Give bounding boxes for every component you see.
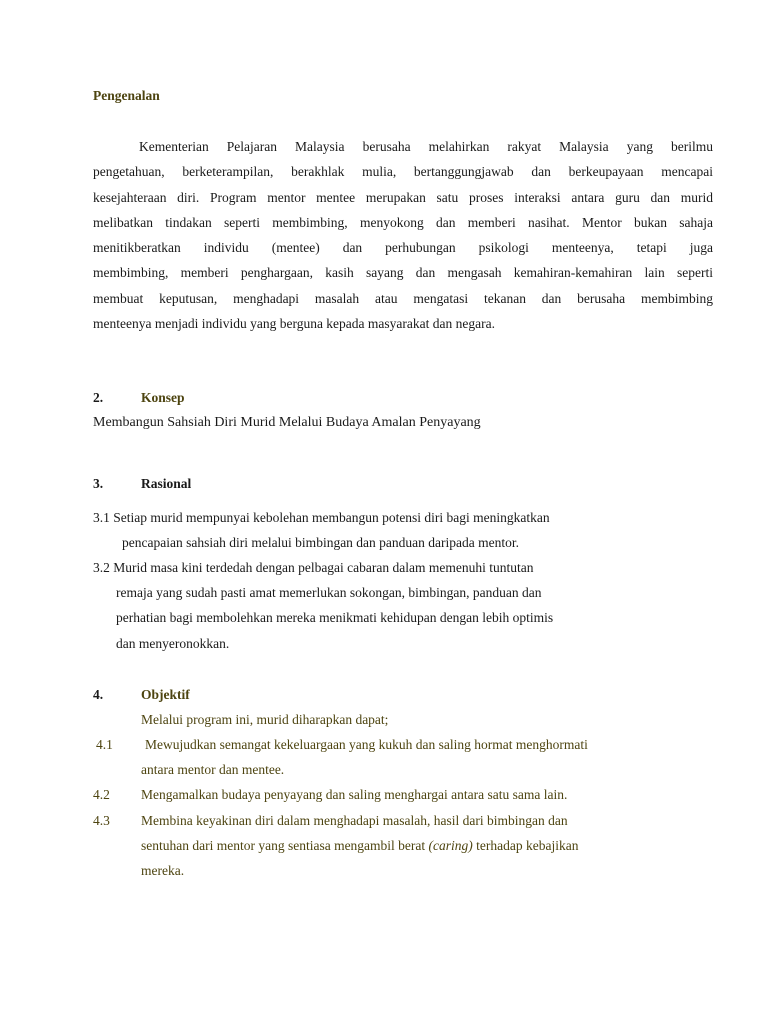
- intro-line: membuat keputusan, menghadapi masalah atau mengatasi tekanan dan berusaha membimbing: [93, 290, 713, 306]
- rasional-item-3-1-cont: pencapaian sahsiah diri melalui bimbingan dan panduan daripada mentor.: [122, 535, 519, 550]
- intro-paragraph: [93, 134, 713, 336]
- intro-line: menitikberatkan individu (mentee) dan perhubungan psikologi menteenya, tetapi juga: [93, 240, 713, 256]
- intro-line: membimbing, memberi penghargaan, kasih sayang dan mengasah kemahiran-kemahiran lain seperti: [93, 265, 713, 281]
- rasional-item-3-1: 3.1 Setiap murid mempunyai kebolehan membangun potensi diri bagi meningkatkan: [93, 510, 550, 525]
- objektif-item-number: 4.3: [93, 813, 110, 828]
- rasional-item-3-2-cont: dan menyeronokkan.: [116, 636, 230, 651]
- section-number-rasional: 3.: [93, 476, 104, 491]
- section-heading-rasional: Rasional: [141, 476, 192, 491]
- caring-emphasis: (caring): [428, 838, 473, 853]
- objektif-item-number: 4.1: [96, 737, 113, 752]
- section-number-objektif: 4.: [93, 687, 104, 702]
- objektif-item-text: Membina keyakinan diri dalam menghadapi masalah, hasil dari bimbingan dan: [141, 813, 568, 828]
- intro-line: menteenya menjadi individu yang berguna kepada masyarakat dan negara.: [93, 316, 495, 332]
- objektif-intro: Melalui program ini, murid diharapkan dapat;: [141, 712, 389, 727]
- intro-line: Kementerian Pelajaran Malaysia berusaha melahirkan rakyat Malaysia yang berilmu: [139, 139, 713, 154]
- rasional-item-3-2-cont: perhatian bagi membolehkan mereka menikmati kehidupan dengan lebih optimis: [116, 610, 554, 625]
- rasional-item-3-2: 3.2 Murid masa kini terdedah dengan pelbagai cabaran dalam memenuhi tuntutan: [93, 560, 534, 575]
- objektif-item-text: antara mentor dan mentee.: [141, 762, 285, 777]
- section-heading-konsep: Konsep: [141, 390, 185, 405]
- objektif-item-text: Mewujudkan semangat kekeluargaan yang kukuh dan saling hormat menghormati: [145, 737, 588, 752]
- konsep-text: Membangun Sahsiah Diri Murid Melalui Budaya Amalan Penyayang: [93, 415, 481, 430]
- objektif-item-number: 4.2: [93, 787, 110, 802]
- objektif-item-text: Mengamalkan budaya penyayang dan saling menghargai antara satu sama lain.: [141, 787, 568, 802]
- intro-line: pengetahuan, berketerampilan, berakhlak mulia, bertanggungjawab dan berkeupayaan mencapai: [93, 164, 713, 180]
- objektif-item-text: mereka.: [141, 863, 185, 878]
- section-number-konsep: 2.: [93, 390, 104, 405]
- intro-line: melibatkan tindakan seperti membimbing, menyokong dan memberi nasihat. Mentor bukan sahaja: [93, 214, 713, 230]
- intro-line: kesejahteraan diri. Program mentor mentee merupakan satu proses interaksi antara guru dan murid: [93, 189, 713, 205]
- section-heading-objektif: Objektif: [141, 687, 190, 702]
- rasional-item-3-2-cont: remaja yang sudah pasti amat memerlukan sokongan, bimbingan, panduan dan: [116, 585, 542, 600]
- objektif-item-text: sentuhan dari mentor yang sentiasa mengambil berat (caring) terhadap kebajikan: [141, 838, 579, 853]
- section-heading-pengenalan: Pengenalan: [93, 88, 160, 103]
